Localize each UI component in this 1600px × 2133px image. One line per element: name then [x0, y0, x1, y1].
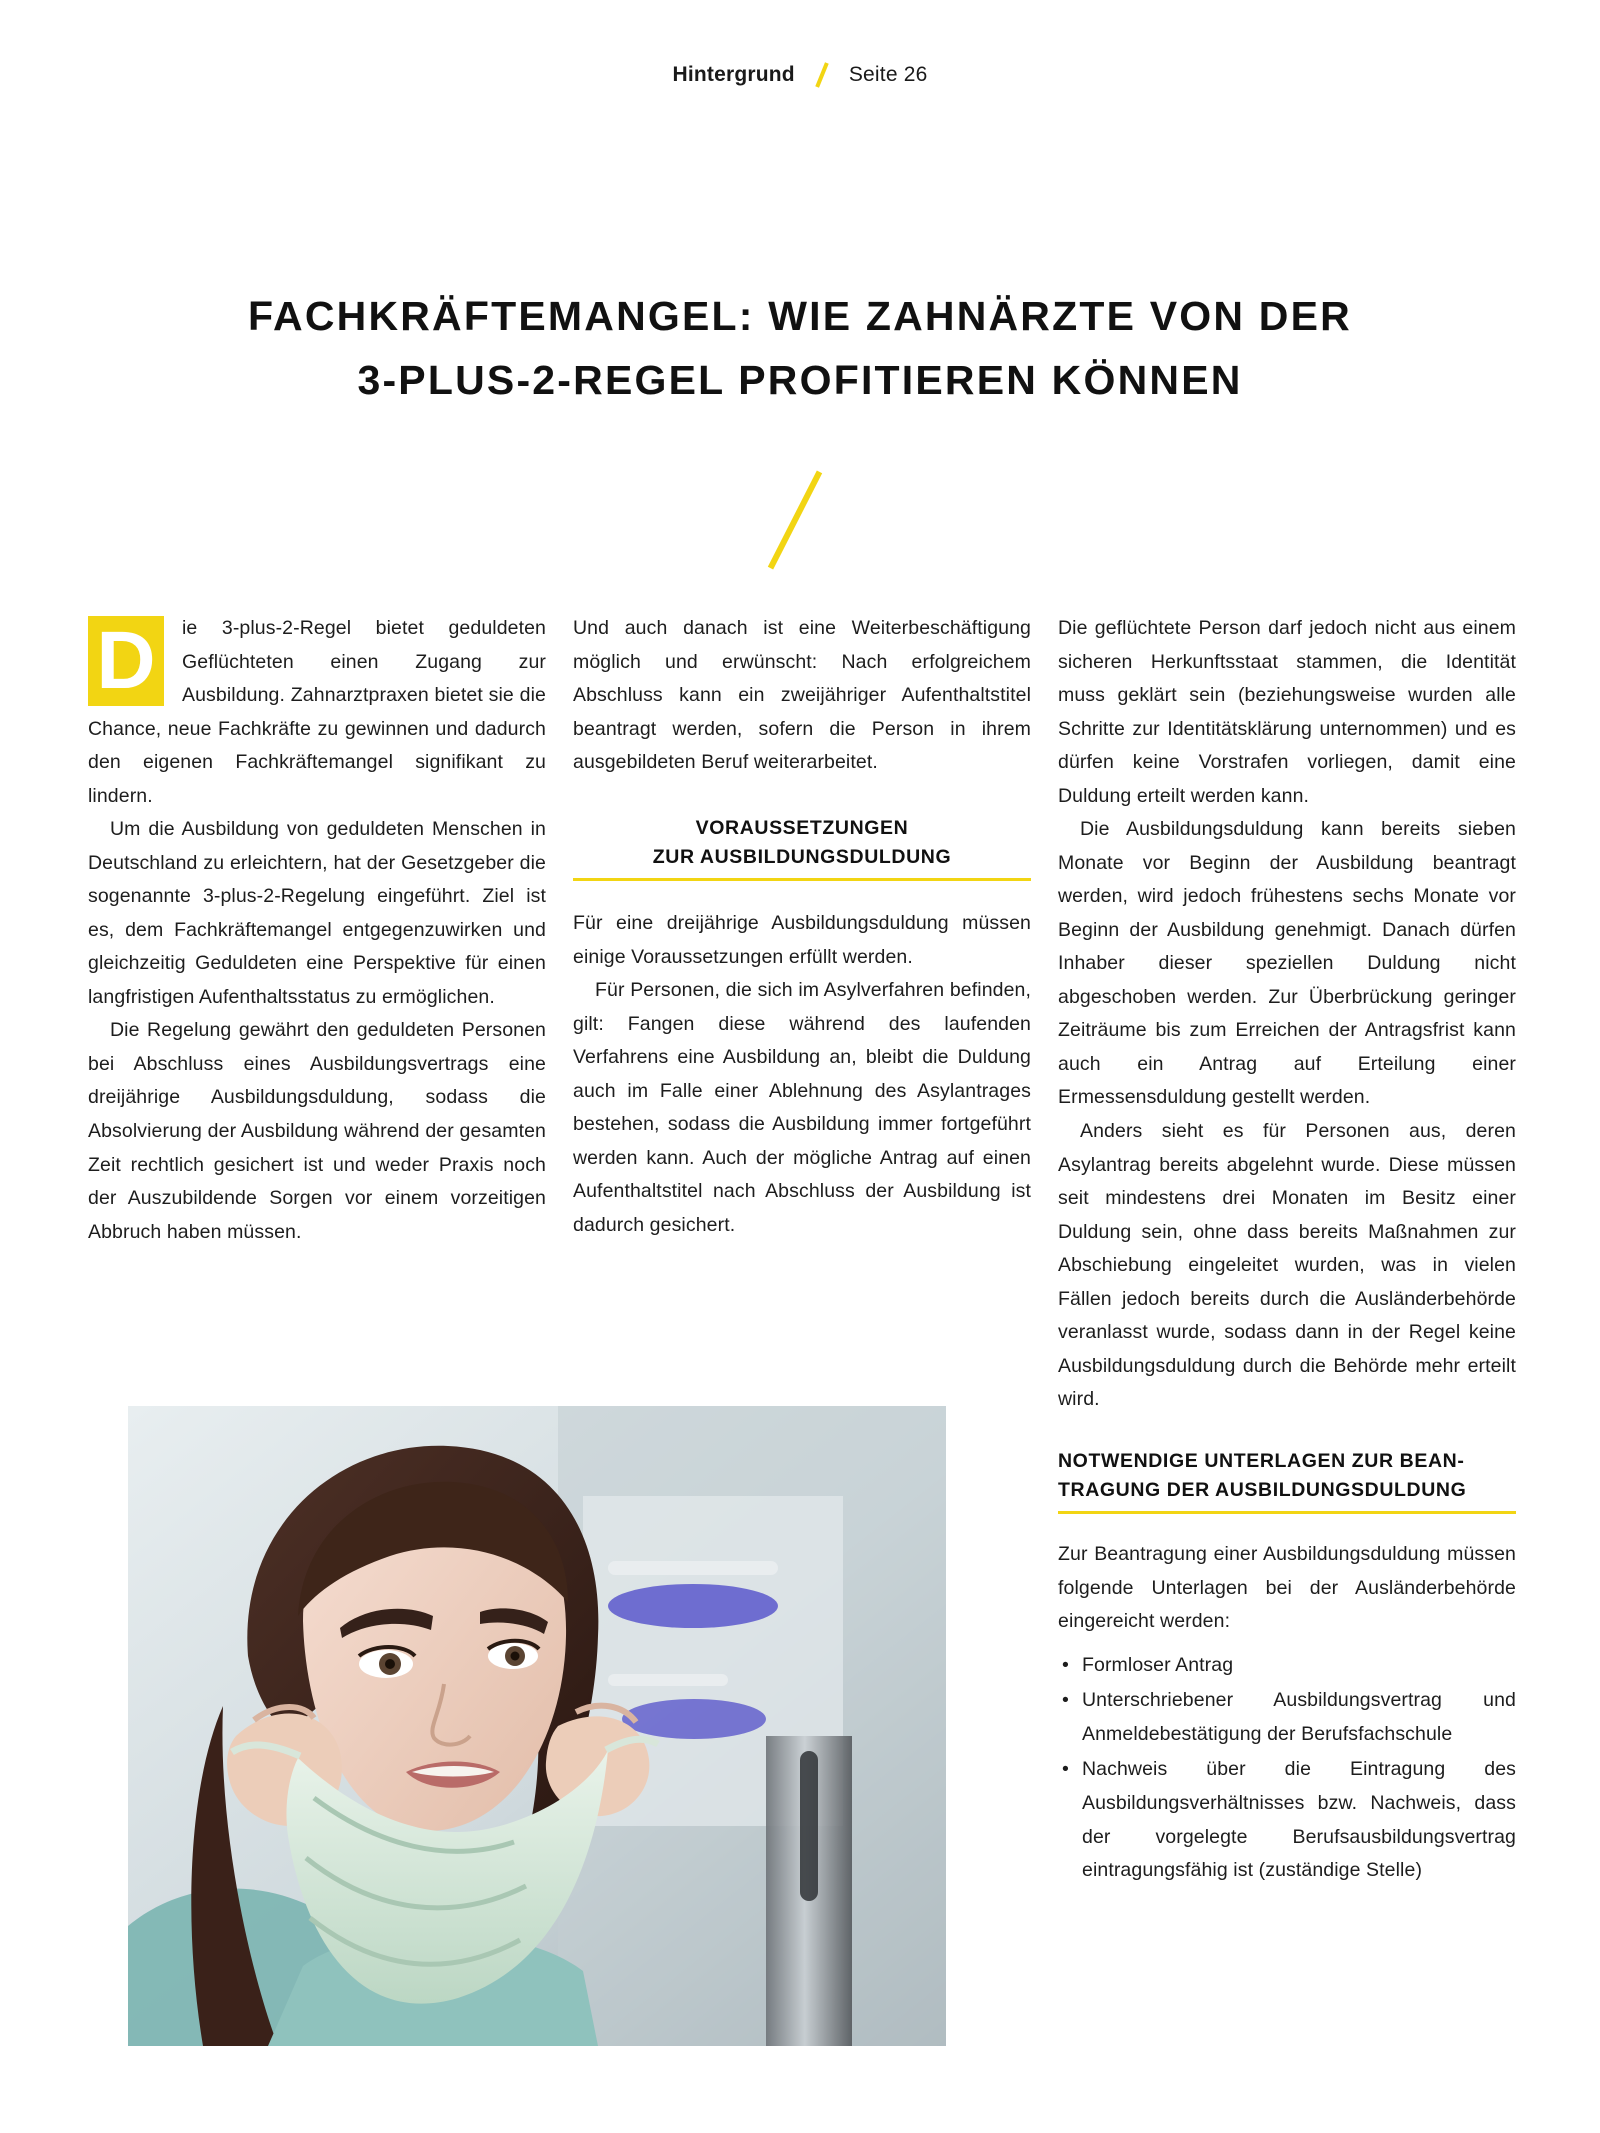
- subheading-voraussetzungen: [573, 814, 1031, 882]
- subheading-notwendige-unterlagen: [1058, 1447, 1516, 1515]
- list-item: • Formloser Antrag: [1058, 1649, 1516, 1683]
- column3-paragraph-2: Die Ausbildungsduldung kann bereits sieben Monate vor Beginn der Ausbildung beantragt werden, wird jedoch frühestens sechs Monate vor Beginn der Ausbildung genehmigt. Danach dürfen Inhaber dieser speziellen Duldung nicht abgeschoben werden. Zur Überbrückung geringer Zeiträume bis zum Erreichen der Antragsfrist kann auch ein Antrag auf Erteilung einer Ermessensduldung gestellt werden.: [1058, 818, 1516, 1109]
- subheading-voraussetzungen-line-2: ZUR AUSBILDUNGSDULDUNG: [652, 845, 952, 868]
- column1-paragraph-1-text: ie 3-plus-2-Regel bietet geduldeten Geflüchteten einen Zugang zur Ausbildung. Zahnarztpraxen bietet sie die Chance, neue Fachkräfte zu gewinnen und dadurch den eigenen Fachkräftemangel signifikant zu lindern.: [88, 617, 546, 807]
- article-photo: [128, 1406, 946, 2046]
- column1-paragraph-3: Die Regelung gewährt den geduldeten Personen bei Abschluss eines Ausbildungsvertrags eine dreijährige Ausbildungsduldung, sodass die Absolvierung der Ausbildung während der gesamten Zeit rechtlich gesichert ist und weder Praxis noch der Auszubildende Sorgen vor einem vorzeitigen Abbruch haben müssen.: [88, 1019, 546, 1243]
- column3-paragraph-1: Die geflüchtete Person darf jedoch nicht aus einem sicheren Herkunftsstaat stammen, die Identität muss geklärt sein (beziehungsweise wurden alle Schritte zur Identitätsklärung unternommen) und es dürfen keine Vorstrafen vorliegen, damit eine Duldung erteilt werden kann.: [1058, 617, 1516, 807]
- required-documents-list: [1058, 1649, 1516, 1888]
- slash-icon: [809, 62, 835, 88]
- column2-paragraph-3: Für Personen, die sich im Asylverfahren befinden, gilt: Fangen diese während des laufenden Verfahrens eine Ausbildung an, bleibt die Duldung auch im Falle einer Ablehnung des Asylantrages bestehen, sodass die Ausbildung immer fortgeführt werden kann. Auch der mögliche Antrag auf einen Aufenthaltstitel nach Abschluss der Ausbildung ist dadurch gesichert.: [573, 979, 1031, 1236]
- decorative-slash-icon: [744, 466, 854, 576]
- section-kicker: Hintergrund: [672, 63, 795, 86]
- body-column-1: [88, 612, 546, 1249]
- page-number-label: Seite 26: [848, 63, 928, 86]
- column2-paragraph-2: Für eine dreijährige Ausbildungsduldung müssen einige Voraussetzungen erfüllt werden.: [573, 912, 1031, 968]
- list-item: • Unterschriebener Ausbildungsvertrag und Anmeldebestätigung der Berufsfachschule: [1058, 1684, 1516, 1751]
- subheading-voraussetzungen-line-1: VORAUSSETZUNGEN: [695, 816, 909, 839]
- drop-cap: D: [88, 616, 164, 706]
- page-title: [120, 285, 1480, 412]
- column3-paragraph-3: Anders sieht es für Personen aus, deren Asylantrag bereits abgelehnt wurde. Diese müssen seit mindestens drei Monaten im Besitz einer Duldung sein, ohne dass bereits Maßnahmen zur Abschiebung eingeleitet wurden, was in vielen Fällen jedoch bereits durch die Ausländerbehörde veranlasst wurde, sodass dann in der Regel keine Ausbildungsduldung durch die Behörde mehr erteilt wird.: [1058, 1119, 1516, 1411]
- subheading-notwendige-unterlagen-line-2: TRAGUNG DER AUSBILDUNGSDULDUNG: [1058, 1479, 1467, 1501]
- body-column-3: [1058, 612, 1516, 1890]
- list-item: • Nachweis über die Eintragung des Ausbildungsverhältnisses bzw. Nachweis, dass der vorgelegte Berufsausbildungsvertrag eintragungsfähig ist (zuständige Stelle): [1058, 1753, 1516, 1887]
- title-line-2: 3-PLUS-2-REGEL PROFITIEREN KÖNNEN: [357, 357, 1243, 404]
- body-column-2: [573, 612, 1031, 1242]
- subheading-notwendige-unterlagen-line-1: NOTWENDIGE UNTERLAGEN ZUR BEAN-: [1058, 1449, 1465, 1472]
- title-line-1: FACHKRÄFTEMANGEL: WIE ZAHNÄRZTE VON DER: [248, 293, 1352, 340]
- column2-paragraph-1: Und auch danach ist eine Weiterbeschäftigung möglich und erwünscht: Nach erfolgreichem Abschluss kann ein zweijähriger Aufenthaltstitel beantragt werden, sofern die Person in ihrem ausgebildeten Beruf weiterarbeitet.: [573, 617, 1031, 774]
- column3-paragraph-4: Zur Beantragung einer Ausbildungsduldung müssen folgende Unterlagen bei der Ausländerbehörde eingereicht werden:: [1058, 1543, 1516, 1633]
- column1-paragraph-2: Um die Ausbildung von geduldeten Menschen in Deutschland zu erleichtern, hat der Gesetzgeber die sogenannte 3-plus-2-Regelung eingeführt. Ziel ist es, dem Fachkräftemangel entgegenzuwirken und gleichzeitig Geduldeten eine Perspektive für einen langfristigen Aufenthaltsstatus zu ermöglichen.: [88, 818, 546, 1008]
- column1-paragraph-1: [88, 612, 546, 813]
- photo-illustration: [128, 1406, 946, 2046]
- page-header: [0, 62, 1600, 88]
